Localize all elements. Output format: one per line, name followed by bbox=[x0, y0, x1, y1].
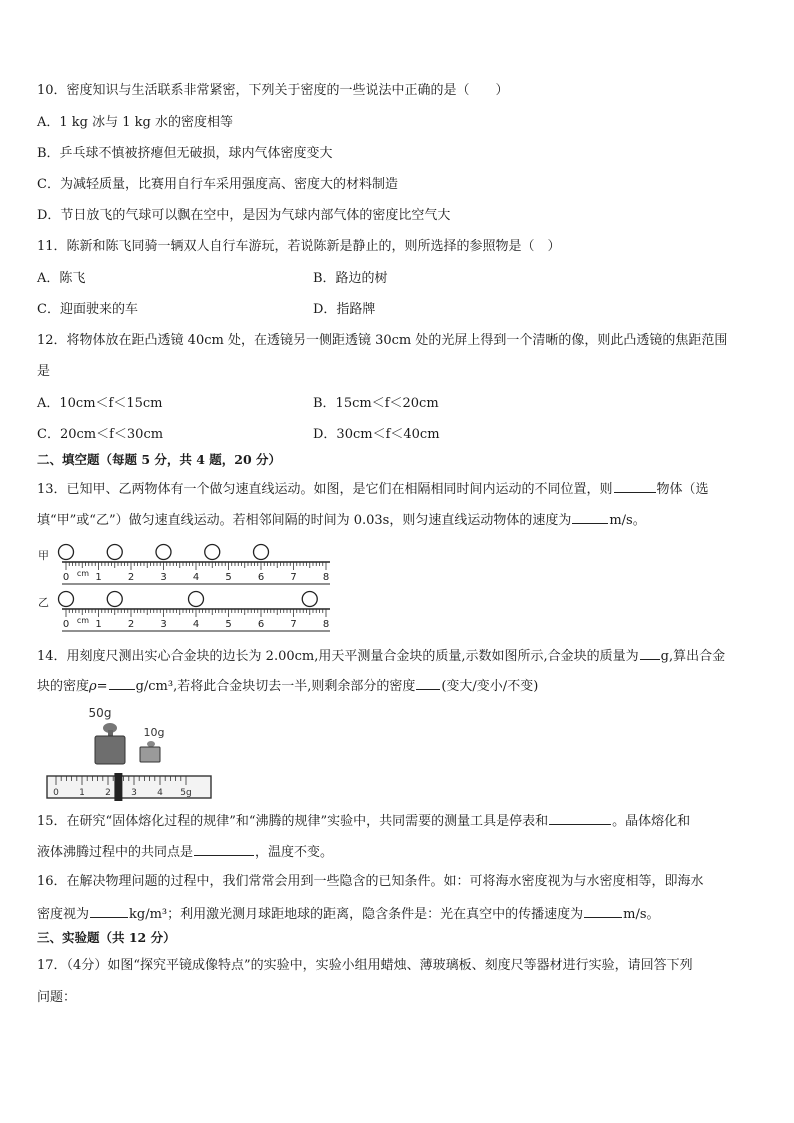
row-yi-tick-label: 1 bbox=[95, 619, 102, 630]
row-yi-tick-label: 6 bbox=[257, 619, 265, 630]
row-yi-tick-label: 2 bbox=[127, 619, 135, 630]
row-yi-ball bbox=[302, 592, 317, 607]
beam-tick-label: 4 bbox=[157, 788, 163, 798]
row-jia-tick-label: 8 bbox=[322, 572, 330, 583]
q10-option-b: B．乒乓球不慎被挤瘪但无破损，球内气体密度变大 bbox=[37, 146, 333, 161]
q14-line2: 块的密度ρ= g/cm³,若将此合金块切去一半,则剩余部分的密度 (变大/变小/不变) bbox=[37, 679, 539, 694]
row-jia-ball bbox=[59, 545, 74, 560]
row-jia-tick-label: 7 bbox=[290, 572, 297, 583]
q15-line1: 15．在研究“固体熔化过程的规律”和“沸腾的规律”实验中，共同需要的测量工具是停表和 。晶体熔化和 bbox=[37, 814, 691, 829]
q13-blank-object[interactable] bbox=[614, 480, 656, 493]
q13-line1: 13．已知甲、乙两物体有一个做匀速直线运动。如图，是它们在相隔相同时间内运动的不同位置，则 物体（选 bbox=[37, 482, 709, 497]
q14-weights-and-beam-svg bbox=[44, 700, 214, 804]
row-yi-tick-label: 0 bbox=[62, 619, 70, 630]
weight-50g-body bbox=[95, 736, 125, 764]
row-yi-tick-label: 3 bbox=[160, 619, 167, 630]
q12-option-c: C．20cm＜f＜30cm bbox=[37, 427, 164, 442]
q17-line2: 问题： bbox=[37, 990, 77, 1005]
section-fill-in-heading: 二、填空题（每题 5 分，共 4 题，20 分） bbox=[37, 452, 282, 467]
weight-10g-label: 10g bbox=[143, 726, 165, 739]
q16-line1: 16．在解决物理问题的过程中，我们常常会用到一些隐含的已知条件。如：可将海水密度视为与水密度相等，即海水 bbox=[37, 874, 704, 889]
row-yi-tick-label: 5 bbox=[225, 619, 232, 630]
q13-rulers-svg bbox=[36, 538, 336, 634]
q10-option-d: D．节日放飞的气球可以飘在空中，是因为气球内部气体的密度比空气大 bbox=[37, 208, 451, 223]
row-yi-ball bbox=[189, 592, 204, 607]
row-jia-tick-label: 0 bbox=[62, 572, 70, 583]
q13-blank-speed[interactable] bbox=[572, 511, 608, 524]
beam-tick-label: 1 bbox=[79, 788, 85, 798]
q10-option-c: C．为减轻质量，比赛用自行车采用强度高、密度大的材料制造 bbox=[37, 177, 398, 192]
q17-line1: 17．（4分）如图“探究平镜成像特点”的实验中，实验小组用蜡烛、薄玻璃板、刻度尺等器材进行实验，请回答下列 bbox=[37, 958, 693, 973]
q15-line2: 液体沸腾过程中的共同点是 ，温度不变。 bbox=[37, 845, 334, 860]
row-jia-tick-label: 5 bbox=[225, 572, 232, 583]
q14-blank-mass[interactable] bbox=[640, 647, 660, 660]
q15-blank-common[interactable] bbox=[194, 843, 254, 856]
row-jia-tick-label: 4 bbox=[192, 572, 200, 583]
row-yi-unit: cm bbox=[76, 616, 90, 625]
q12-stem-line2: 是 bbox=[37, 364, 51, 379]
beam-tick-label: 2 bbox=[105, 788, 111, 798]
row-yi-ball bbox=[107, 592, 122, 607]
row-jia-ball bbox=[107, 545, 122, 560]
q14-blank-change[interactable] bbox=[416, 677, 440, 690]
q16-blank-lightspeed[interactable] bbox=[584, 905, 622, 918]
beam-tick-label: 0 bbox=[53, 788, 59, 798]
q11-stem: 11．陈新和陈飞同骑一辆双人自行车游玩，若说陈新是静止的，则所选择的参照物是（ ） bbox=[37, 239, 561, 254]
q14-blank-density[interactable] bbox=[109, 677, 135, 690]
row-jia-ball bbox=[205, 545, 220, 560]
q10-stem: 10．密度知识与生活联系非常紧密，下列关于密度的一些说法中正确的是（ ） bbox=[37, 83, 509, 98]
row-jia-tick-label: 6 bbox=[257, 572, 265, 583]
row-jia-tick-label: 2 bbox=[127, 572, 135, 583]
q16-blank-density[interactable] bbox=[90, 905, 128, 918]
row-jia-ball bbox=[156, 545, 171, 560]
row-yi-tick-label: 4 bbox=[192, 619, 200, 630]
q12-option-b: B．15cm＜f＜20cm bbox=[313, 396, 439, 411]
q12-stem-line1: 12．将物体放在距凸透镜 40cm 处，在透镜另一侧距透镜 30cm 处的光屏上得到一个清晰的像，则此凸透镜的焦距范围 bbox=[37, 333, 728, 348]
q14-balance-figure bbox=[44, 700, 214, 808]
q12-option-a: A．10cm＜f＜15cm bbox=[37, 396, 163, 411]
weight-10g-body bbox=[140, 747, 160, 762]
q13-line2: 填“甲”或“乙”）做匀速直线运动。若相邻间隔的时间为 0.03s，则匀速直线运动物体的速度为 m/s。 bbox=[37, 513, 646, 528]
q14-beam-scale bbox=[47, 773, 211, 801]
q10-option-a: A．1 kg 冰与 1 kg 水的密度相等 bbox=[37, 115, 233, 130]
q11-option-c: C．迎面驶来的车 bbox=[37, 302, 138, 317]
beam-rider bbox=[114, 773, 122, 801]
row-yi-tick-label: 7 bbox=[290, 619, 297, 630]
row-jia-tick-label: 1 bbox=[95, 572, 102, 583]
row-yi-label: 乙 bbox=[38, 596, 49, 609]
section-experiment-heading: 三、实验题（共 12 分） bbox=[37, 930, 176, 945]
q11-option-a: A．陈飞 bbox=[37, 271, 86, 286]
q11-option-d: D．指路牌 bbox=[313, 302, 376, 317]
row-jia-label: 甲 bbox=[38, 549, 49, 562]
q15-blank-tool[interactable] bbox=[549, 812, 611, 825]
beam-tick-label: 5g bbox=[180, 788, 192, 798]
q16-line2: 密度视为 kg/m³；利用激光测月球距地球的距离，隐含条件是：光在真空中的传播速度为 m/s。 bbox=[37, 907, 660, 922]
q13-motion-figure bbox=[36, 538, 336, 638]
row-jia-ball bbox=[254, 545, 269, 560]
q14-line1: 14．用刻度尺测出实心合金块的边长为 2.00cm,用天平测量合金块的质量,示数如图所示,合金块的质量为 g,算出合金 bbox=[37, 649, 726, 664]
row-yi-ball bbox=[59, 592, 74, 607]
beam-tick-label: 3 bbox=[131, 788, 137, 798]
weight-50g-label: 50g bbox=[88, 706, 112, 720]
row-jia-tick-label: 3 bbox=[160, 572, 167, 583]
q12-option-d: D．30cm＜f＜40cm bbox=[313, 427, 440, 442]
row-yi-tick-label: 8 bbox=[322, 619, 330, 630]
row-jia-unit: cm bbox=[76, 569, 90, 578]
q11-option-b: B．路边的树 bbox=[313, 271, 388, 286]
weight-10g-knob bbox=[147, 741, 155, 747]
weight-50g-neck bbox=[108, 730, 113, 736]
